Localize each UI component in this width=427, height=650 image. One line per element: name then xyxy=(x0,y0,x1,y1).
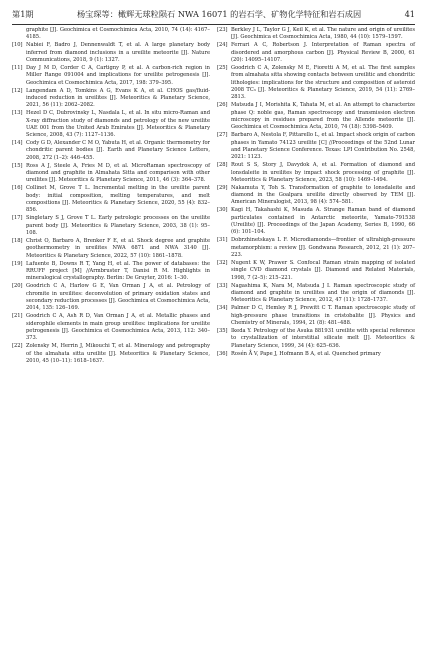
reference-item xyxy=(217,42,415,64)
reference-number: [29] xyxy=(217,184,228,191)
reference-item xyxy=(217,185,415,207)
reference-number: [36] xyxy=(217,350,228,357)
reference-text: Ikeda Y. Petrology of the Asuka 881931 ureilite with special reference to crystallization of interstitial silicate melt [J]. Meteoritics & Planetary Science, 1999, 34 (4): 625–636. xyxy=(231,327,415,349)
reference-item xyxy=(217,65,415,102)
reference-number: [20] xyxy=(12,283,23,290)
reference-item xyxy=(217,207,415,236)
reference-number: [10] xyxy=(12,42,23,49)
reference-text: Goodrich C A, Harlow G E, Van Orman J A, et al. Petrology of chromite in ureilites: deconvolution of primary oxidation states and secondary reduction processes [J]. Geochimica et Cosmochimica Acta, 2014, 135: 126–169. xyxy=(26,283,210,312)
reference-item xyxy=(12,185,210,214)
reference-text: Lafuente B, Downs R T, Yang H, et al. The power of databases: the RRUFF project [M] //Armbruster T, Danisi R M. Highlights in mineralogical crystallography. Berlin: De Gruyter, 2016: 1–30. xyxy=(26,260,210,282)
reference-number: [22] xyxy=(12,343,23,350)
reference-text: Rosén Å V, Pape J, Hofmann B A, et al. Quenched primary xyxy=(231,350,381,357)
reference-number: [14] xyxy=(12,140,23,147)
reference-number: [24] xyxy=(217,42,228,49)
reference-item xyxy=(12,65,210,87)
reference-item xyxy=(217,132,415,161)
reference-number: [34] xyxy=(217,305,228,312)
reference-item xyxy=(217,162,415,184)
reference-text: Cody G D, Alexander C M O, Yabuta H, et al. Organic thermometry for chondritic parent bodies [J]. Earth and Planetary Science Letters, 2008, 272 (1–2): 446–455. xyxy=(26,140,210,161)
reference-text: Goodrich C A, Ash R D, Van Orman J A, et al. Metallic phases and siderophile elements in main group ureilites: implications for ureilite petrogenesis [J]. Geochimica et Cosmochimica Acta, 2013, 112: 340–373. xyxy=(26,313,210,342)
reference-text: Matsuda J I, Morishita K, Tahata M, et al. An attempt to characterize phase Q: noble gas, Raman spectroscopy and transmission electron microscopy in residues prepared from the Allende meteorite [J]. Geochimica et Cosmochimica Acta, 2010, 74 (18): 5398–5409. xyxy=(231,102,415,131)
right-column xyxy=(217,27,415,644)
reference-number: [32] xyxy=(217,260,228,266)
reference-text: Berkley J L, Taylor G J, Keil K, et al. The nature and origin of ureilites [J]. Geochimica et Cosmochimica Acta, 1980, 44 (10): 1579–1597. xyxy=(231,27,415,41)
reference-text: Hezel D C, Dubrovinsky L, Nasdala L, et al. In situ micro-Raman and X-ray diffraction study of diamonds and petrology of the new ureilite UAE 001 from the United Arab Emirates [J]. Meteoritics & Planetary Science, 2008, 43 (7): 1127–1136. xyxy=(26,110,210,139)
page-number: 41 xyxy=(404,9,415,19)
reference-number xyxy=(12,27,26,42)
reference-text: Palmer D C, Hemley R J, Prewitt C T. Raman spectroscopic study of high-pressure phase transitions in cristobalite [J]. Physics and Chemistry of Minerals, 1994, 21 (8): 481–488. xyxy=(231,305,415,326)
reference-number: [19] xyxy=(12,260,23,267)
reference-text: Nugent K W, Prawer S. Confocal Raman strain mapping of isolated single CVD diamond crystals [J]. Diamond and Related Materials, 1998, 7 (2–5): 215–221. xyxy=(231,260,415,281)
reference-item xyxy=(217,283,415,305)
reference-text: Zolensky M, Herrin J, Mikouchi T, et al. Mineralogy and petrography of the almahata sitta ureilite [J]. Meteoritics & Planetary Science, 2010, 45 (10–11): 1618–1637. xyxy=(26,343,210,364)
reference-item xyxy=(12,42,210,64)
reference-text: Christ O, Barbaro A, Brenker F E, et al. Shock degree and graphite geothermometry in ureilites NWA 6871 and NWA 3140 [J]. Meteoritics & Planetary Science, 2022, 57 (10): 1861–1878. xyxy=(26,237,210,259)
reference-number: [17] xyxy=(12,215,23,222)
reference-text: Nabiei F, Badro J, Dennenwaldt T, et al. A large planetary body inferred from diamond inclusions in a ureilite meteorite [J]. Nature Communications, 2018, 9 (1): 1327. xyxy=(26,42,210,63)
reference-item xyxy=(12,283,210,312)
reference-item xyxy=(12,140,210,162)
reference-item xyxy=(12,88,210,110)
reference-number: [28] xyxy=(217,162,228,169)
reference-number: [21] xyxy=(12,313,23,320)
reference-item xyxy=(217,27,415,42)
reference-text: Nakamuta Y, Toh S. Transformation of graphite to lonsdaleite and diamond in the Goalpara ureilite directly observed by TEM [J]. American Mineralogist, 2013, 98 (4): 574–581. xyxy=(231,184,415,206)
header-rule xyxy=(12,24,415,25)
reference-number: [25] xyxy=(217,64,228,71)
reference-number: [23] xyxy=(217,27,228,33)
reference-list xyxy=(12,27,415,644)
reference-text: Rout S S, Story J, Davydok A, et al. Formation of diamond and lonsdaleite in ureilites by impact shock processing of graphite [J]. Meteoritics & Planetary Science, 2023, 58 (10): 1469–1494. xyxy=(231,162,415,183)
reference-number: [13] xyxy=(12,110,23,117)
reference-item xyxy=(217,102,415,131)
reference-item xyxy=(217,328,415,350)
reference-number: [12] xyxy=(12,87,23,94)
reference-number: [15] xyxy=(12,162,23,169)
reference-text: Ross A J, Steele A, Fries M D, et al. MicroRaman spectroscopy of diamond and graphite in Almahata Sitta and comparison with other ureilites [J]. Meteoritics & Planetary Science, 2011, 46 (3): 364–378. xyxy=(26,162,210,184)
reference-item xyxy=(12,261,210,283)
reference-text: Ferrari A C, Robertson J. Interpretation of Raman spectra of disordered and amorphous carbon [J]. Physical Review B, 2000, 61 (20): 14095–14107. xyxy=(231,42,415,63)
reference-item xyxy=(12,163,210,185)
reference-text: Nagashima K, Nara M, Matsuda J I. Raman spectroscopic study of diamond and graphite in ureilites and the origin of diamonds [J]. Meteoritics & Planetary Science, 2012, 47 (11): 1728–1737. xyxy=(231,282,415,304)
reference-text: Barbaro A, Nestola F, Pittarello L, et al. Impact shock origin of carbon phases in Yamato 74123 ureilite [C] //Proceedings of the 52nd Lunar and Planetary Science Conference. Texas: LPI Contribution No. 2548, 2021: 1123. xyxy=(231,132,415,161)
reference-text: graphite [J]. Geochimica et Cosmochimica Acta, 2010, 74 (14): 4167–4185. xyxy=(26,27,210,41)
reference-text: Dobrzhinetskaya L F. Microdiamonds—frontier of ultrahigh-pressure metamorphism: a review [J]. Gondwana Research, 2012, 21 (1): 207–223. xyxy=(231,237,415,259)
left-column xyxy=(12,27,210,644)
reference-number: [31] xyxy=(217,237,228,244)
reference-item xyxy=(12,215,210,237)
reference-item xyxy=(12,27,210,42)
reference-text: Collinet M, Grove T L. Incremental melting in the ureilite parent body: initial composition, melting temperatures, and melt compositions [J]. Meteoritics & Planetary Science, 2020, 55 (4): 832–856. xyxy=(26,185,210,214)
reference-item xyxy=(217,351,415,358)
reference-text: Goodrich C A, Zolensky M E, Fioretti A M, et al. The first samples from almahata sitta showing contacts between ureilitic and chondritic lithologies: implications for the structure and composition of asteroid 2008 TC₃ [J]. Meteoritics & Planetary Science, 2019, 54 (11): 2769–2813. xyxy=(231,64,415,101)
reference-item xyxy=(12,110,210,139)
reference-text: Kagi H, Takahashi K, Masuda A. Strange Raman band of diamond particulates contained in Antarctic meteorite, Yamato-791538 (Ureilite) [J]. Proceedings of the Japan Academy, Series B, 1990, 66 (6): 101–104. xyxy=(231,207,415,236)
reference-text: Langendam A D, Tomkins A G, Evans K A, et al. CHOS gas/fluid-induced reduction in ureilites [J]. Meteoritics & Planetary Science, 2021, 56 (11): 2062–2082. xyxy=(26,87,210,109)
reference-item xyxy=(12,238,210,260)
reference-text: Day J M D, Corder C A, Cartigny P, et al. A carbon-rich region in Miller Range 091004 and implications for ureilite petrogenesis [J]. Geochimica et Cosmochimica Acta, 2017, 198: 379–395. xyxy=(26,64,210,86)
reference-number: [27] xyxy=(217,132,228,139)
reference-item xyxy=(12,343,210,365)
reference-number: [11] xyxy=(12,64,23,71)
reference-number: [18] xyxy=(12,237,23,244)
reference-item xyxy=(217,305,415,327)
reference-item xyxy=(217,260,415,282)
running-title: 杨宝琛等：橄辉无球粒陨石 NWA 16071 的岩石学、矿物化学特征和岩石成因 xyxy=(76,8,362,19)
reference-number: [16] xyxy=(12,185,23,192)
reference-number: [33] xyxy=(217,282,228,289)
reference-number: [35] xyxy=(217,327,228,334)
reference-number: [30] xyxy=(217,207,228,214)
reference-item xyxy=(12,313,210,342)
issue-number: 第1期 xyxy=(12,8,34,19)
reference-number: [26] xyxy=(217,102,228,109)
page-header xyxy=(12,6,415,22)
reference-text: Singletary S J, Grove T L. Early petrologic processes on the ureilite parent body [J]. Meteoritics & Planetary Science, 2003, 38 (1): 95–108. xyxy=(26,215,210,237)
reference-item xyxy=(217,237,415,259)
